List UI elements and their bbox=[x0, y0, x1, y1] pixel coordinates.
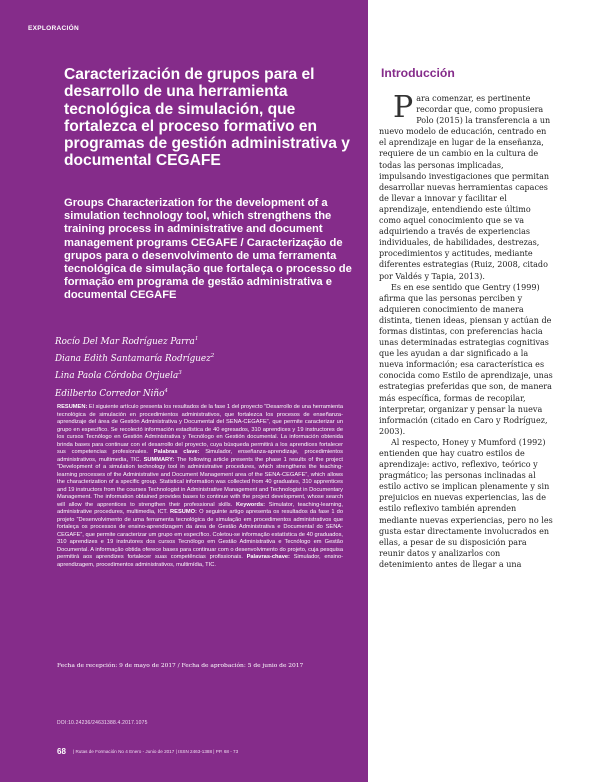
keywords-text: Simulator, teaching-learning, administrative procedures, multimedia, ICT. bbox=[57, 501, 343, 515]
author-list bbox=[55, 332, 214, 401]
introduction-body bbox=[379, 90, 553, 570]
body-paragraph-1: ara comenzar, es pertinente recordar que, como propusiera Polo (2015) la transferencia a un nuevo modelo de educación, centrado en el aprendizaje en lugar de la enseñanza, requiere de un cambio en la cultura de todas las personas implicadas, impulsando investigaciones que permitan desarrollar nuevas herramientas capaces de llevar a innovar y facilitar el aprendizaje, entendiendo este último como aquel conocimiento que se va adquiriendo a través de experiencias individuales, de habilidades, destrezas, procedimientos y actitudes, mediante diferentes estrategias (Ruiz, 2008, citado por Valdés y Tapia, 2013). bbox=[379, 94, 551, 281]
keywords-label: Keywords: bbox=[235, 501, 266, 508]
author-3 bbox=[55, 366, 214, 383]
author-4 bbox=[55, 384, 214, 401]
author-name: Lina Paola Córdoba Orjuela bbox=[55, 371, 179, 382]
reception-approval-dates: Fecha de recepción: 9 de mayo de 2017 / Fecha de aprobación: 5 de junio de 2017 bbox=[57, 663, 304, 669]
author-footnote-mark: 2 bbox=[210, 353, 215, 360]
palavras-chave-text: Simulador, ensino-aprendizagem, procedimentos administrativos, multimídia, TIC. bbox=[57, 554, 344, 568]
author-name: Rocío Del Mar Rodríguez Parra bbox=[55, 336, 195, 347]
palavras-chave-label: Palavras-chave: bbox=[246, 554, 290, 560]
resumen-label: RESUMEN: bbox=[57, 404, 88, 410]
author-footnote-mark: 4 bbox=[164, 387, 168, 394]
body-paragraph-3: Al respecto, Honey y Mumford (1992) entienden que hay cuatro estilos de aprendizaje: activo, reflexivo, teórico y pragmático; las personas inclinadas al estilo activo se implican plenamente y sin prejuicios en nuevas experiencias, las de estilo reflexivo también aprenden mediante nuevas experiencias, pero no les gusta estar directamente involucrados en ellas, a pesar de su disposición para reunir datos y analizarlos con detenimiento antes de llegar a una bbox=[379, 437, 553, 569]
author-footnote-mark: 1 bbox=[194, 336, 199, 342]
palabras-clave-label: Palabras clave: bbox=[153, 449, 200, 455]
journal-info: | Rutas de Formación No 4 Enero - Junio de 2017 | ISSN 2463-1388 | PP. 68 - 73 bbox=[73, 749, 239, 754]
article-title-es: Caracterización de grupos para el desarrollo de una herramienta tecnológica de simulación, que fortalezca el proceso formativo en programas de gestión administrativa y documental CEGAFE bbox=[64, 66, 350, 170]
article-title-en: Groups Characterization for the development of a simulation technology tool, which strengthens the training process in administrative and document management programs CEGAFE / Caracterização de grupos para o desenvolvimento de uma ferramenta tecnológica de simulação que fortaleça o processo de formação em programa de gestão administrativa e documental CEGAFE bbox=[64, 197, 352, 302]
author-2 bbox=[55, 349, 214, 366]
introduction-heading: Introducción bbox=[381, 66, 455, 80]
doi-link[interactable]: DOI:10.24236/24631388.4.2017.1075 bbox=[57, 720, 148, 726]
resumo-label: RESUMO: bbox=[170, 509, 197, 515]
abstract bbox=[57, 404, 343, 569]
palabras-clave-text: Simulador, enseñanza-aprendizaje, procedimientos administrativos, multimedia, TIC. bbox=[57, 449, 344, 463]
summary-label: SUMMARY: bbox=[143, 456, 175, 463]
summary-text: The following article presents the phase 1 results of the project “Development of a simulation technology tool in administrative procedures, which strengthens the teaching-learning processes of the Administrative and Document Management area of the SENA-CEGAFE”, which allows the characterization of a specific group. Statistical information was collected from 40 graduates, 310 apprentices and 19 instructors from the courses Technologist in Administrative Management and Technologist in Documentary Management. The information obtained provides bases to continue with the project development, whose search will allow the apprentices to strengthen their professional skills. bbox=[57, 456, 344, 508]
author-1 bbox=[55, 332, 214, 349]
page-number: 68 bbox=[57, 747, 66, 756]
author-name: Edilberto Corredor Niño bbox=[55, 388, 165, 399]
resumo-text: O seguinte artigo apresenta os resultados da fase 1 do projeto “Desenvolvimento de uma ferramenta tecnológica de simulação em procedimentos administrativos que fortaleça os processos de ensino-aprendizagem da área de Gestão Administrativa e Documental do SENA-CEGAFE”, que permite caracterizar um grupo em específico. Coletou-se informação estatística de 40 graduados, 310 aprendizes e 19 instrutores dos cursos Tecnólogo em Gestão Administrativa e Tecnólogo em Gestão Documental. A informação obtida oferece bases para continuar com o desenvolvimento do projeto, cuja pesquisa permitirá aos aprendizes fortalecer suas competências profissionais. bbox=[57, 509, 343, 560]
resumen-text: El siguiente artículo presenta los resultados de la fase 1 del proyecto “Desarrollo de una herramienta tecnológica de simulación en procedimientos administrativos, que fortalezca los procesos de enseñanza-aprendizaje del área de Gestión Administrativa y Documental del SENA-CEGAFE”, que permite caracterizar un grupo en específico. Se recolectó información estadística de 40 egresados, 310 aprendices y 19 instructores de los cursos Tecnólogo en Gestión Administrativa y Tecnólogo en Gestión documental. La información obtenida brinda bases para continuar con el desarrollo del proyecto, cuya búsqueda permitirá a los aprendices fortalecer sus competencias profesionales. bbox=[57, 404, 343, 455]
author-footnote-mark: 3 bbox=[178, 370, 182, 377]
drop-cap: P bbox=[393, 90, 414, 125]
author-name: Diana Edith Santamaría Rodríguez bbox=[55, 354, 211, 365]
body-paragraph-2: Es en ese sentido que Gentry (1999) afirma que las personas perciben y adquieren conocimiento de manera distinta, tienen ideas, piensan y actúan de formas distintas, con preferencias hacia unas determinadas estrategias cognitivas que les ayudan a dar significado a la nueva información; esa característica es conocida como Estilo de aprendizaje, unas estrategias preferidas que son, de manera más específica, formas de recopilar, interpretar, organizar y pensar la nueva información (citado en Caro y Rodríguez, 2003). bbox=[379, 282, 553, 436]
section-label: EXPLORACIÓN bbox=[28, 25, 79, 32]
